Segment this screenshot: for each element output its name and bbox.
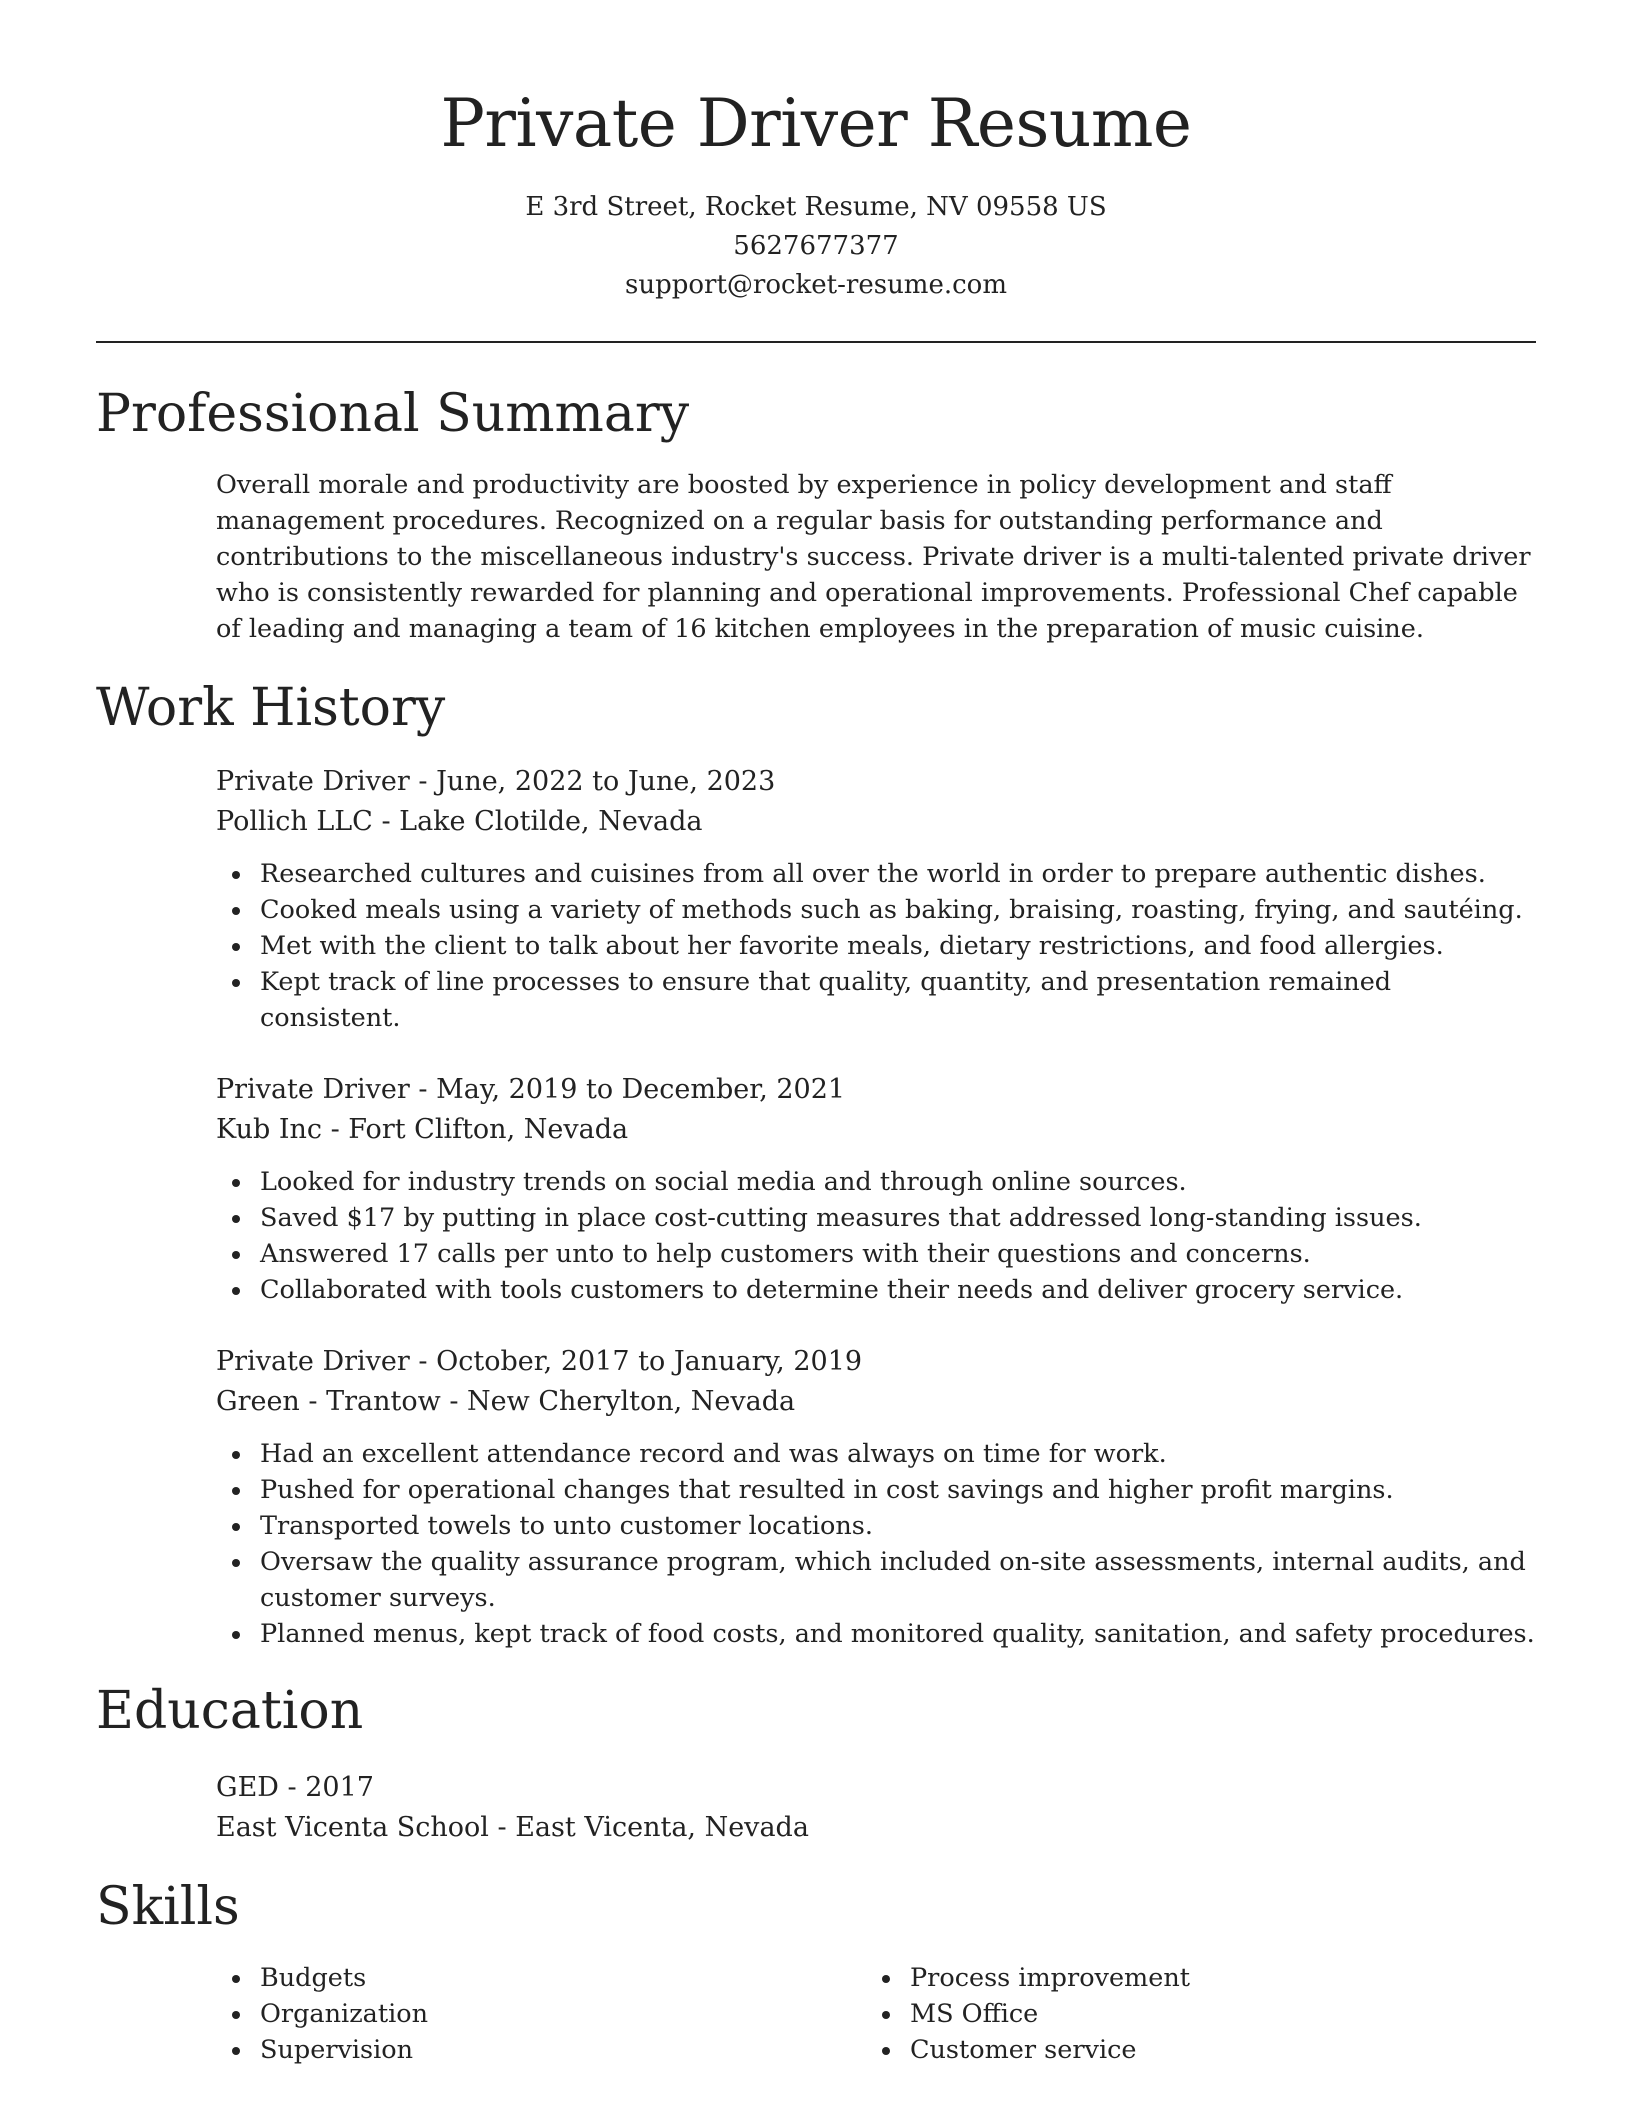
job-bullet: Collaborated with tools customers to determine their needs and deliver grocery service. <box>216 1272 1536 1308</box>
job-title-line <box>216 762 1536 802</box>
job-bullets <box>216 1164 1536 1308</box>
job-company: Kub Inc <box>216 1113 323 1145</box>
job-bullets <box>216 1436 1536 1652</box>
skills-heading: Skills <box>96 1877 240 1938</box>
skill-item: Customer service <box>866 2032 1516 2068</box>
education-entry <box>216 1768 1536 1848</box>
job-bullet: Met with the client to talk about her favorite meals, dietary restrictions, and food allergies. <box>216 928 1536 964</box>
job-dates: - May, 2019 to December, 2021 <box>409 1073 846 1105</box>
job-bullet: Planned menus, kept track of food costs, and monitored quality, sanitation, and safety procedures. <box>216 1616 1536 1652</box>
job-bullet: Transported towels to unto customer locations. <box>216 1508 1536 1544</box>
skills-column-right <box>866 1960 1516 2068</box>
skills-bullets-left <box>216 1960 866 2068</box>
skill-item: Organization <box>216 1996 866 2032</box>
job-title-line <box>216 1342 1536 1382</box>
skills-bullets-right <box>866 1960 1516 2068</box>
summary-heading: Professional Summary <box>96 383 690 444</box>
email-text: support@rocket-resume.com <box>624 269 1007 300</box>
skill-item: MS Office <box>866 1996 1516 2032</box>
job-company-line <box>216 1110 1536 1150</box>
job-entry <box>216 762 1536 1036</box>
contact-info <box>96 188 1536 305</box>
job-title: Private Driver <box>216 1073 410 1105</box>
work-history-list <box>216 762 1536 1652</box>
phone-text: 5627677377 <box>733 230 899 261</box>
job-location: - Fort Clifton, Nevada <box>322 1113 629 1145</box>
job-bullet: Answered 17 calls per unto to help customers with their questions and concerns. <box>216 1236 1536 1272</box>
job-title: Private Driver <box>216 1345 410 1377</box>
job-dates: - October, 2017 to January, 2019 <box>409 1345 863 1377</box>
school-name: East Vicenta School <box>216 1812 489 1844</box>
job-company-line <box>216 1382 1536 1422</box>
job-bullet: Pushed for operational changes that resulted in cost savings and higher profit margins. <box>216 1472 1536 1508</box>
degree: GED <box>216 1772 279 1804</box>
job-dates: - June, 2022 to June, 2023 <box>409 765 776 797</box>
job-bullet: Had an excellent attendance record and was always on time for work. <box>216 1436 1536 1472</box>
school-line <box>216 1808 1536 1848</box>
job-entry <box>216 1070 1536 1308</box>
skill-item: Supervision <box>216 2032 866 2068</box>
job-title: Private Driver <box>216 765 410 797</box>
job-company-line <box>216 802 1536 842</box>
skill-item: Process improvement <box>866 1960 1516 1996</box>
job-bullet: Looked for industry trends on social media and through online sources. <box>216 1164 1536 1200</box>
resume-header <box>96 0 1536 305</box>
address-text: E 3rd Street, Rocket Resume, NV 09558 US <box>525 191 1107 222</box>
degree-line <box>216 1768 1536 1808</box>
work-history-heading: Work History <box>96 678 446 739</box>
skills-list <box>216 1960 1536 2068</box>
job-location: - Lake Clotilde, Nevada <box>372 805 703 837</box>
job-bullet: Researched cultures and cuisines from all over the world in order to prepare authentic dishes. <box>216 856 1536 892</box>
job-bullets <box>216 856 1536 1036</box>
skills-column-left <box>216 1960 866 2068</box>
degree-year: - 2017 <box>278 1772 374 1804</box>
job-company: Pollich LLC <box>216 805 373 837</box>
header-divider <box>96 341 1536 343</box>
job-bullet: Oversaw the quality assurance program, which included on-site assessments, internal audits, and customer surveys. <box>216 1544 1536 1616</box>
job-bullet: Cooked meals using a variety of methods such as baking, braising, roasting, frying, and sautéing. <box>216 892 1536 928</box>
page-title: Private Driver Resume <box>440 85 1192 162</box>
education-heading: Education <box>96 1680 364 1741</box>
job-location: - New Cherylton, Nevada <box>440 1385 796 1417</box>
skill-item: Budgets <box>216 1960 866 1996</box>
school-location: - East Vicenta, Nevada <box>488 1812 809 1844</box>
job-bullet: Kept track of line processes to ensure that quality, quantity, and presentation remained consistent. <box>216 964 1536 1036</box>
summary-text: Overall morale and productivity are boosted by experience in policy development and staff management procedures. Recognized on a regular basis for outstanding performance and contributions to the miscellaneous industry's success. Private driver is a multi-talented private driver who is consistently rewarded for planning and operational improvements. Professional Chef capable of leading and managing a team of 16 kitchen employees in the preparation of music cuisine. <box>216 470 1531 645</box>
job-entry <box>216 1342 1536 1652</box>
job-bullet: Saved $17 by putting in place cost-cutting measures that addressed long-standing issues. <box>216 1200 1536 1236</box>
job-title-line <box>216 1070 1536 1110</box>
job-company: Green - Trantow <box>216 1385 441 1417</box>
